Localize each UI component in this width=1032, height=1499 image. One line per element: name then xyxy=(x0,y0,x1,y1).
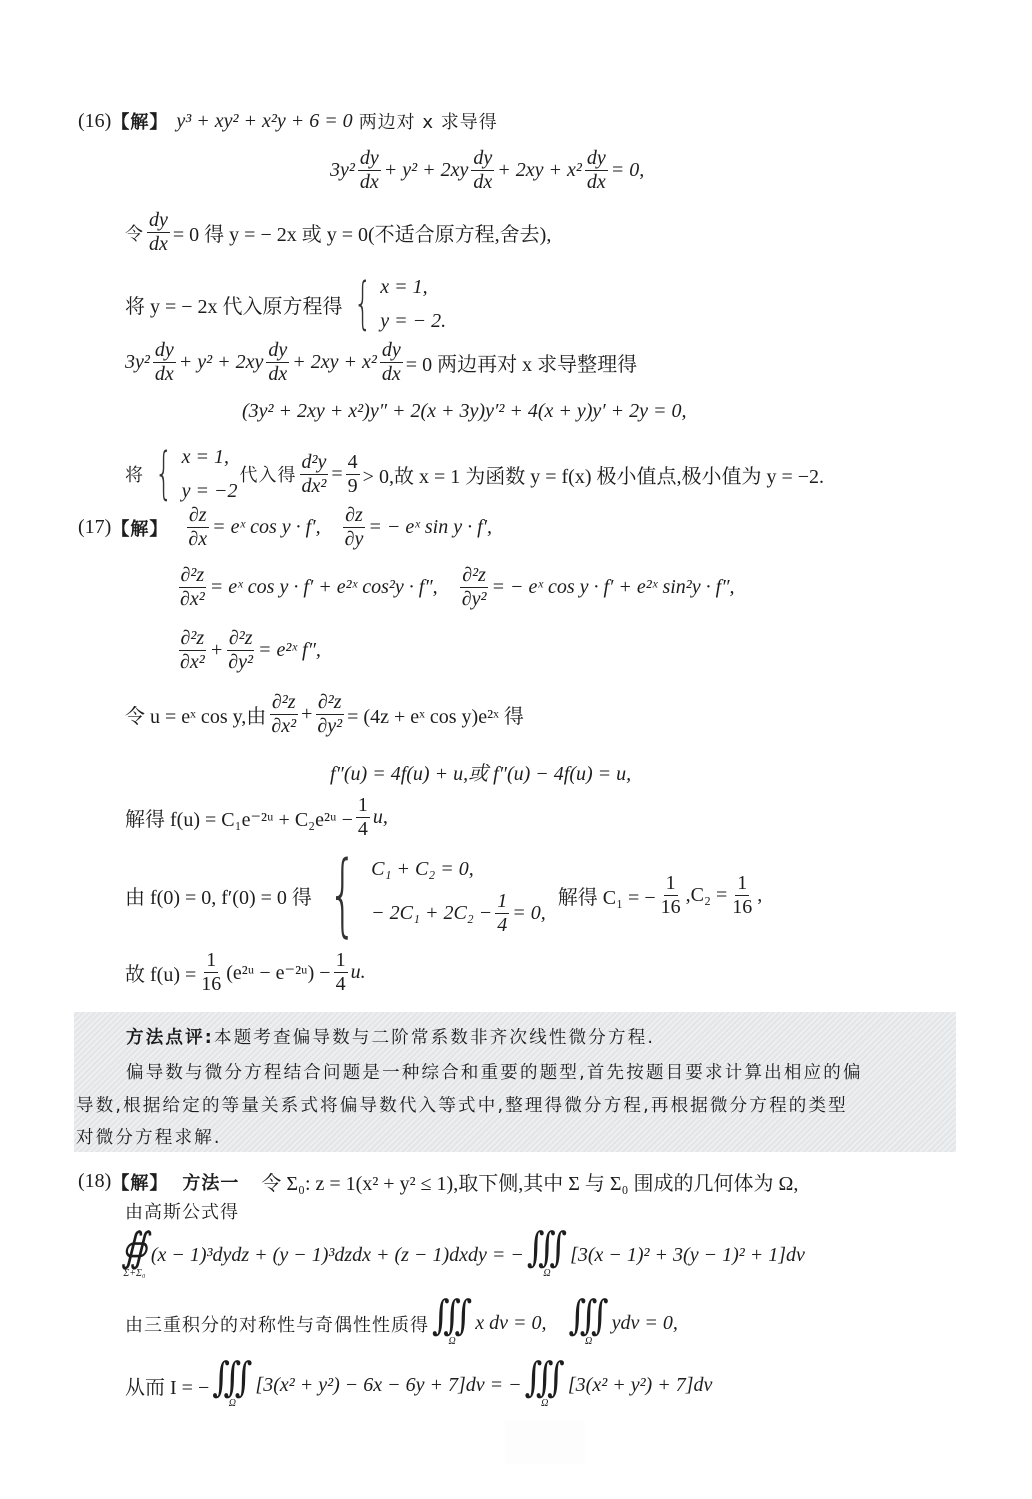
method-review-box xyxy=(74,1012,956,1152)
fraction: $\frac{\text{∂²z}}{\text{∂y²}}$ xyxy=(461,564,487,610)
fraction: $\frac{1}{16}$ xyxy=(201,949,222,995)
p16-second-derivative-eq: (3y² + 2xy + x²)y″ + 2(x + 3y)y′² + 4(x + y)y′ + 2y = 0, xyxy=(242,400,687,422)
fraction: $\frac{\text{∂²z}}{\text{∂x²}}$ xyxy=(271,691,297,737)
p18-line1: (18) 【解】 方法一 令 Σ₀: z = 1(x² + y² ≤ 1),取下侧,其中 Σ 与 Σ₀ 围成的几何体为 Ω, xyxy=(78,1170,799,1195)
p17-line7: 由 f(0) = 0, f′(0) = 0 得 { C₁ + C₂ = 0, − 2C₁ + 2C₂ − $\frac{1}{4}$ = 0, 解得 C₁ = − $\frac{1}{16}$ ,C₂ = $\frac{1}{16}$ , xyxy=(125,842,763,947)
fraction: $\frac{1}{16}$ xyxy=(660,871,681,918)
p16-derivative-eq xyxy=(330,148,644,193)
method-label: 方法一 xyxy=(182,1172,240,1194)
review-body-line: 导数,根据给定的等量关系式将偏导数代入等式中,整理得微分方程,再根据微分方程的类型 xyxy=(76,1096,848,1116)
p16-step3: 3y² $\frac{dy}{dx}$ + y² + 2xy $\frac{dy}{dx}$ + 2xy + x² $\frac{dy}{dx}$ = 0 两边再对 x 求导整理得 xyxy=(125,339,638,385)
triple-integral-icon: ∭ xyxy=(212,1356,253,1401)
text: 两边对 x 求导得 xyxy=(358,112,498,133)
fraction: $\frac{1}{4}$ xyxy=(357,794,368,840)
term: = 0, xyxy=(610,159,645,181)
review-body-line: 对微分方程求解. xyxy=(76,1128,222,1148)
p16-header xyxy=(78,108,498,134)
fraction: $\frac{1}{4}$ xyxy=(335,949,346,995)
fraction: $\frac{\text{∂²z}}{\text{∂y²}}$ xyxy=(317,691,343,737)
fraction: $\frac{dy}{dx}$ xyxy=(359,147,379,193)
brace-icon: { xyxy=(154,441,173,506)
triple-integral-icon: ∭ xyxy=(524,1356,565,1401)
triple-integral-icon: ∭ xyxy=(432,1294,473,1339)
triple-integral-icon: ∭ xyxy=(568,1294,609,1339)
text: 令 xyxy=(125,223,144,245)
p16-conclusion: 将 { x = 1, y = −2 代入得 $\frac{\text{d²y}}{\text{dx²}}$ = $\frac{4}{9}$ > 0,故 x = 1 为函数 y = f(x) 极小值点,极小值为 y = −2. xyxy=(125,441,825,506)
fraction: $\frac{dy}{dx}$ xyxy=(381,339,401,385)
triple-integral: ∭ Ω xyxy=(524,1356,565,1409)
term: + 2xy + x² xyxy=(497,159,582,181)
solution-tag: 【解】 xyxy=(111,518,169,540)
triple-integral: ∭ Ω xyxy=(432,1294,473,1347)
fraction: $\frac{\text{d²y}}{\text{dx²}}$ xyxy=(301,450,327,497)
p17-line6: 解得 f(u) = C₁e⁻²ᵘ + C₂e²ᵘ − $\frac{1}{4}$ u, xyxy=(125,794,388,840)
triple-integral: ∭ Ω xyxy=(568,1294,609,1347)
fraction: $\frac{dy}{dx}$ xyxy=(473,147,493,193)
surface-integral: ∯ Σ+Σ₀ xyxy=(121,1226,148,1279)
brace-icon: { xyxy=(328,842,357,947)
solution-tag: 【解】 xyxy=(111,112,169,133)
p17-line1: (17) 【解】 $\frac{\partial z}{\partial x}$ = eˣ cos y · f′, $\frac{\partial z}{\partial y}$ = − eˣ sin y · f′, xyxy=(78,504,493,550)
review-title: 方法点评: xyxy=(126,1028,214,1048)
text: = 0 得 y = − 2x 或 y = 0(不适合原方程,舍去), xyxy=(172,224,552,246)
p18-line2: 由高斯公式得 xyxy=(125,1202,239,1223)
fraction: $\frac{\text{∂²z}}{\text{∂x²}}$ xyxy=(180,627,205,673)
p17-line4: 令 u = eˣ cos y,由 $\frac{\text{∂²z}}{\text{∂x²}}$ + $\frac{\text{∂²z}}{\text{∂y²}}$ = (4z + eˣ cos y)e²ˣ 得 xyxy=(125,691,524,737)
scan-blank-patch xyxy=(505,1420,585,1464)
problem-number: (18) xyxy=(78,1170,112,1192)
fraction: $\frac{1}{4}$ xyxy=(497,889,508,936)
problem-number: (17) xyxy=(78,516,112,538)
cases: { x = 1, y = − 2. xyxy=(353,271,447,336)
p16-step1 xyxy=(125,210,551,255)
triple-integral: ∭ Ω xyxy=(212,1356,253,1409)
fraction: $\frac{dy}{dx}$ xyxy=(154,339,174,385)
cases: { C₁ + C₂ = 0, − 2C₁ + 2C₂ − $\frac{1}{4}$ = 0, xyxy=(328,842,546,947)
brace-icon: { xyxy=(353,271,372,336)
fraction: $\frac{dy}{dx}$ xyxy=(268,339,288,385)
cases: { x = 1, y = −2 xyxy=(154,441,238,506)
text: 将 y = − 2x 代入原方程得 xyxy=(125,295,343,318)
solution-tag: 【解】 xyxy=(111,1172,169,1194)
p17-line8: 故 f(u) = $\frac{1}{16}$ (e²ᵘ − e⁻²ᵘ) − $\frac{1}{4}$ u. xyxy=(125,949,366,995)
p17-line2: $\frac{\text{∂²z}}{\text{∂x²}}$ = eˣ cos y · f′ + e²ˣ cos²y · f″, $\frac{\text{∂²z}}{\text{∂y²}}$ = − eˣ cos y · f′ + e²ˣ sin²y · f″, xyxy=(180,564,735,610)
term: 3y² xyxy=(330,159,355,181)
fraction: $\frac{\partial z}{\partial y}$ xyxy=(344,504,364,550)
p18-result: 从而 I = − ∭ Ω [3(x² + y²) − 6x − 6y + 7]dv = − ∭ Ω [3(x² + y²) + 7]dv xyxy=(125,1356,713,1409)
triple-integral: ∭ Ω xyxy=(526,1226,568,1279)
fraction: $\frac{\text{∂²z}}{\text{∂x²}}$ xyxy=(180,564,205,610)
fraction: $\frac{\partial z}{\partial x}$ xyxy=(188,504,208,550)
review-summary: 方法点评:本题考查偏导数与二阶常系数非齐次线性微分方程. xyxy=(126,1028,656,1048)
fraction: $\frac{4}{9}$ xyxy=(347,450,358,497)
fraction: $\frac{dy}{dx}$ xyxy=(586,147,606,193)
triple-integral-icon: ∭ xyxy=(526,1226,568,1271)
problem-number: (16) xyxy=(78,109,112,132)
p17-line5: f″(u) = 4f(u) + u,或 f″(u) − 4f(u) = u, xyxy=(330,763,632,785)
closed-surface-integral-icon: ∯ xyxy=(121,1226,148,1271)
p17-line3: $\frac{\text{∂²z}}{\text{∂x²}}$ + $\frac{\text{∂²z}}{\text{∂y²}}$ = e²ˣ f″, xyxy=(180,627,321,673)
fraction: $\frac{\text{∂²z}}{\text{∂y²}}$ xyxy=(228,627,254,673)
fraction: $\frac{dy}{dx}$ xyxy=(149,209,168,255)
term: + y² + 2xy xyxy=(383,159,469,181)
review-body-line: 偏导数与微分方程结合问题是一种综合和重要的题型,首先按题目要求计算出相应的偏 xyxy=(126,1063,863,1083)
p16-step2 xyxy=(125,270,448,338)
fraction: $\frac{1}{16}$ xyxy=(732,871,753,918)
p18-symmetry: 由三重积分的对称性与奇偶性性质得 ∭ Ω x dv = 0, ∭ Ω ydv = 0, xyxy=(125,1294,678,1347)
p18-gauss-formula: ∯ Σ+Σ₀ (x − 1)³dydz + (y − 1)³dzdx + (z − 1)dxdy = − ∭ Ω [3(x − 1)² + 3(y − 1)² + 1]dv xyxy=(121,1226,805,1279)
equation: y³ + xy² + x²y + 6 = 0 xyxy=(176,109,353,132)
